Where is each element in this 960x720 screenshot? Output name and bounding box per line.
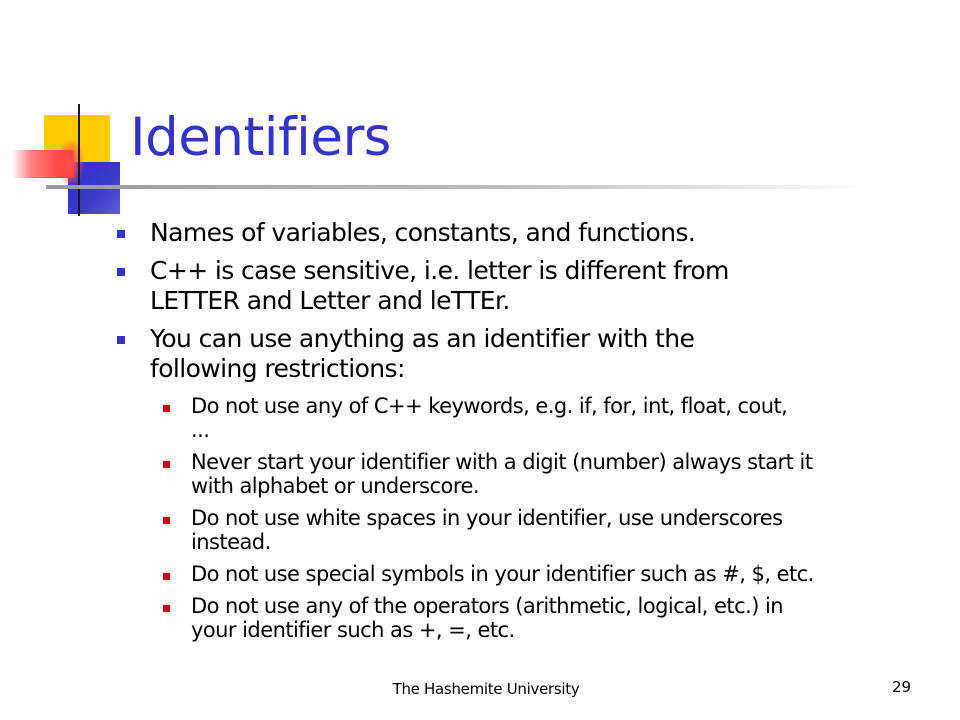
footer-institution-text: The Hashemite University (392, 680, 580, 698)
sub-bullet-text (191, 594, 936, 642)
sub-bullet-text (191, 450, 936, 498)
bullet-line: following restrictions: (150, 354, 405, 383)
sub-bullet-square-icon (163, 405, 170, 412)
bullet-text (150, 256, 910, 316)
sub-bullet-text (191, 506, 936, 554)
sub-bullet-line: Never start your identifier with a digit (number) always start it (191, 450, 813, 474)
bullet-line: You can use anything as an identifier with the (150, 324, 695, 353)
bullet-line: C++ is case sensitive, i.e. letter is different from (150, 256, 729, 285)
sub-bullet-square-icon (163, 573, 170, 580)
sub-bullet-line: Do not use any of the operators (arithmetic, logical, etc.) in (191, 594, 784, 618)
bullet-square-icon (117, 230, 125, 238)
sub-bullet-line: Do not use special symbols in your identifier such as #, $, etc. (191, 562, 814, 586)
sub-bullet-square-icon (163, 461, 170, 468)
sub-bullet-line: instead. (191, 530, 271, 554)
sub-bullet-text (191, 562, 936, 586)
sub-bullet-line: Do not use white spaces in your identifier, use underscores (191, 506, 783, 530)
bullet-square-icon (117, 336, 125, 344)
bullet-line: LETTER and Letter and leTTEr. (150, 286, 510, 315)
footer-institution (0, 680, 960, 698)
sub-bullet-square-icon (163, 517, 170, 524)
bullet-line: Names of variables, constants, and functions. (150, 218, 696, 247)
sub-bullet-line: Do not use any of C++ keywords, e.g. if, for, int, float, cout, (191, 394, 788, 418)
page-number: 29 (892, 678, 912, 696)
sub-bullet-square-icon (163, 605, 170, 612)
bullet-text (150, 218, 910, 248)
sub-bullet-text (191, 394, 936, 442)
bullet-square-icon (117, 268, 125, 276)
sub-bullet-line: with alphabet or underscore. (191, 474, 479, 498)
sub-bullet-line: your identifier such as +, =, etc. (191, 618, 515, 642)
slide-title: Identifiers (130, 107, 391, 168)
sub-bullet-line: ... (191, 418, 210, 442)
bullet-text (150, 324, 910, 384)
